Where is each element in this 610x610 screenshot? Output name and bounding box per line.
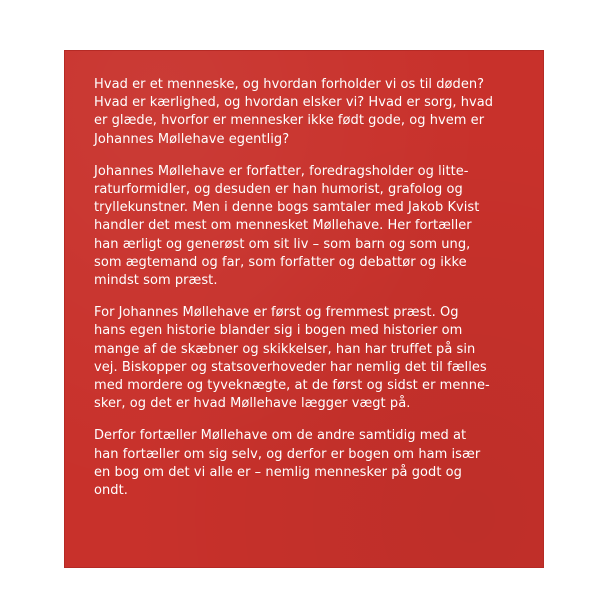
blurb-paragraph-1: Hvad er et menneske, og hvordan forholder vi os til døden? Hvad er kærlighed, og hvordan elsker vi? Hvad er sorg, hvad er glæde, hvorfor er mennesker ikke født gode, og hvem er Johannes Møllehave egentlig? xyxy=(94,77,494,147)
blurb-paragraph-2: Johannes Møllehave er forfatter, foredragsholder og litte- raturformidler, og desuden er han humorist, grafolog og tryllekunstner. Men i denne bogs samtaler med Jakob Kvist handler det mest om mennesket Møllehave. Her fortæller han ærligt og generøst om sit liv – som barn og som ung, som ægtemand og far, som forfatter og debattør og ikke mindst som præst. xyxy=(94,163,480,289)
blurb-paragraph-4: Derfor fortæller Møllehave om de andre samtidig med at han fortæller om sig selv, og derfor er bogen om ham især en bog om det vi alle er – nemlig mennesker på godt og ondt. xyxy=(94,428,481,499)
blurb-text xyxy=(94,76,526,500)
blurb-paragraph-3: For Johannes Møllehave er først og fremmest præst. Og hans egen historie blander sig i bogen med historier om mange af de skæbner og skikkelser, han har truffet på sin vej. Biskopper og statsoverhoveder har nemlig det til fælles med mordere og tyveknægte, at de først og sidst er menne- sker, og det er hvad Møllehave lægger vægt på. xyxy=(94,305,490,412)
book-back-cover xyxy=(64,50,544,568)
